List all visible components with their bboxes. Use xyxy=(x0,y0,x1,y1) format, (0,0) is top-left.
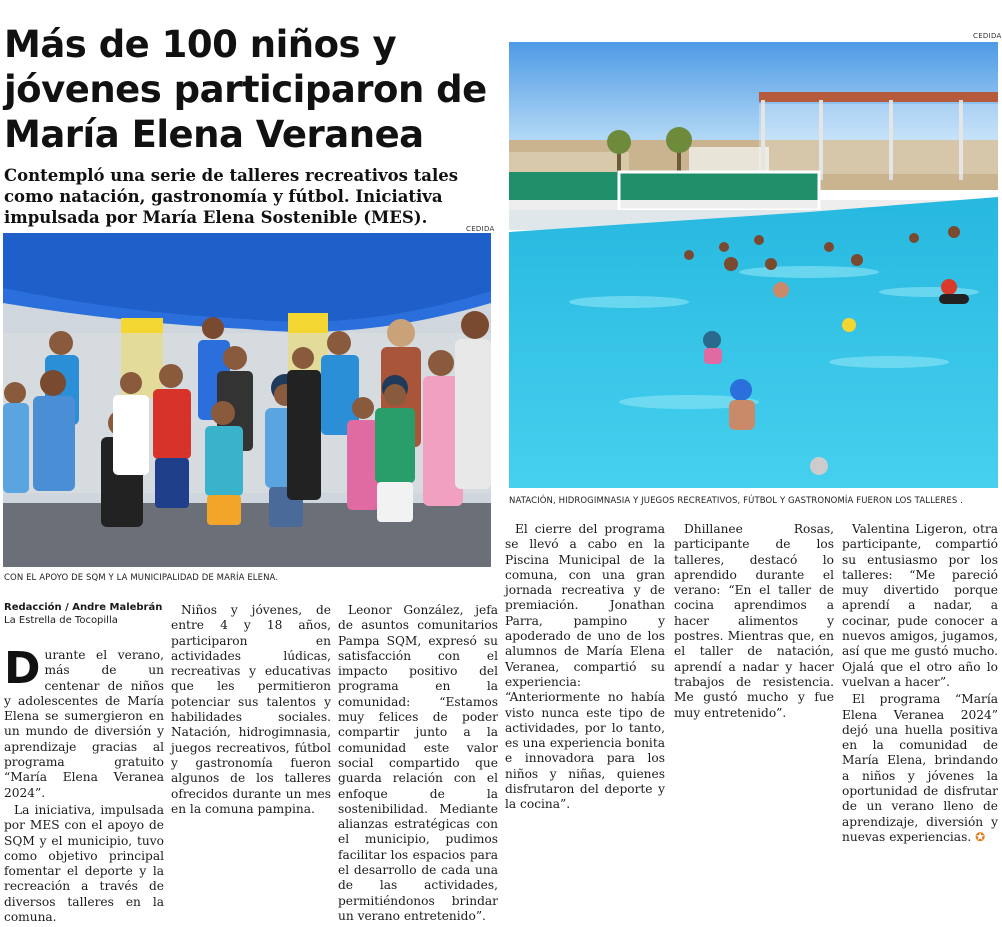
body-paragraph-7: Valentina Ligeron, otra participante, compartió su entusiasmo por los talleres: “Me pareció muy divertido porque aprendí a nadar, a cocinar, pude conocer a nuevos amigos, jugamos, así que me gustó mucho. Ojalá que el otro año lo vuelvan a hacer”. xyxy=(842,522,998,689)
body-paragraph-8: El programa “María Elena Veranea 2024” dejó una huella positiva en la comunidad de María Elena, brindando a niños y jóvenes la oportunidad de disfrutar de un verano lleno de aprendizaje, diversión y nuevas experiencias. xyxy=(842,692,998,844)
photo-credit-left: CEDIDA xyxy=(466,225,495,233)
body-column-3 xyxy=(338,603,498,923)
photo-caption-left: CON EL APOYO DE SQM Y LA MUNICIPALIDAD DE MARÍA ELENA. xyxy=(4,573,279,583)
end-mark-icon: ✪ xyxy=(975,829,986,844)
group-photo xyxy=(3,233,491,567)
photo-caption-right: NATACIÓN, HIDROGIMNASIA Y JUEGOS RECREATIVOS, FÚTBOL Y GASTRONOMÍA FUERON LOS TALLERES . xyxy=(509,496,963,506)
subheadline: Contempló una serie de talleres recreativos tales como natación, gastronomía y fútbol. Iniciativa impulsada por María Elena Sostenible (MES). xyxy=(4,166,459,227)
byline-author: Redacción / Andre Malebrán xyxy=(4,602,163,613)
body-column-1 xyxy=(4,643,164,927)
byline xyxy=(4,601,169,627)
group-photo-illustration xyxy=(3,233,491,567)
body-column-5 xyxy=(674,522,834,835)
headline: Más de 100 niños y jóvenes participaron de María Elena Veranea xyxy=(4,23,487,156)
body-column-6 xyxy=(842,522,998,844)
byline-outlet: La Estrella de Tocopilla xyxy=(4,615,118,626)
body-paragraph-1: urante el verano, más de un centenar de niños y adolescentes de María Elena se sumergieron en un mundo de diversión y aprendizaje gracias al programa gratuito “María Elena Veranea 2024”. xyxy=(4,648,164,800)
body-paragraph-2: La iniciativa, impulsada por MES con el apoyo de SQM y el municipio, tuvo como objetivo principal fomentar el deporte y la recreación a través de diversos talleres en la comuna. xyxy=(4,802,164,925)
pool-photo-illustration xyxy=(509,42,998,488)
photo-credit-right: CEDIDA xyxy=(973,32,1002,40)
body-paragraph-5: El cierre del programa se llevó a cabo en la Piscina Municipal de la comuna, con una gran jornada recreativa y de premiación. Jonathan Parra, pampino y apoderado de uno de los alumnos de María Elena Veranea, compartió su experiencia: “Anteriormente no había visto nunca este tipo de actividades, por lo tanto, es una experiencia bonita e innovadora para los niños y niñas, quienes disfrutaron del deporte y la cocina”. xyxy=(505,522,665,812)
drop-cap: D xyxy=(4,643,41,694)
body-column-4 xyxy=(505,522,665,835)
pool-photo xyxy=(509,42,998,488)
body-paragraph-6: Dhillanee Rosas, participante de los talleres, destacó lo aprendido durante el verano: “En el taller de cocina aprendimos a hacer alimentos y postres. Mientras que, en el taller de natación, aprendí a nadar y hacer trabajos de resistencia. Me gustó mucho y fue muy entretenido”. xyxy=(674,522,834,720)
body-paragraph-3: Niños y jóvenes, de entre 4 y 18 años, participaron en actividades lúdicas, recreativas y educativas que les permitieron potenciar sus talentos y habilidades sociales. Natación, hidrogimnasia, juegos recreativos, fútbol y gastronomía fueron algunos de los talleres ofrecidos durante un mes en la comuna pampina. xyxy=(171,603,331,816)
body-column-2 xyxy=(171,603,331,835)
body-paragraph-4: Leonor González, jefa de asuntos comunitarios Pampa SQM, expresó su satisfacción con el impacto positivo del programa en la comunidad: “Estamos muy felices de poder compartir junto a la comunidad este valor social compartido que guarda relación con el enfoque de la sostenibilidad. Mediante alianzas estratégicas con el municipio, pudimos facilitar los espacios para el desarrollo de cada una de las actividades, permitiéndonos brindar un verano entretenido”. xyxy=(338,603,498,923)
